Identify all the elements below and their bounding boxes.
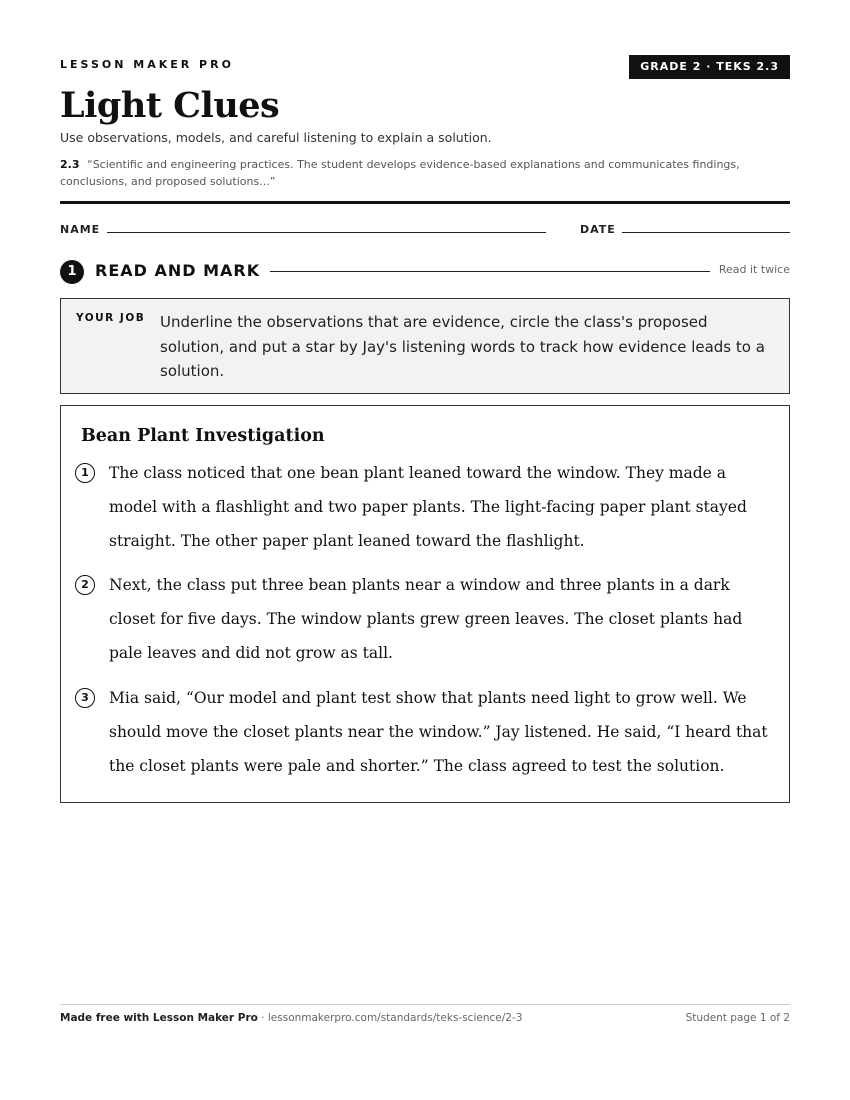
grade-badge: GRADE 2 · TEKS 2.3 [629,55,790,79]
brand-name: LESSON MAKER PRO [60,58,234,71]
date-field[interactable] [622,232,790,233]
paragraph-number-badge: 2 [75,575,95,595]
worksheet-page [60,0,790,1100]
section-divider [270,271,710,272]
footer-url: · lessonmakerpro.com/standards/teks-science/2-3 [257,1012,523,1024]
standard-text: “Scientific and engineering practices. The student develops evidence-based explanations and communicates findings, conclusions, and proposed solutions...” [60,158,740,188]
paragraph-text: Mia said, “Our model and plant test show that plants need light to grow well. We should move the closet plants near the window.” Jay listened. He said, “I heard that the closet plants were pale and shorter.” The class agreed to test the solution. [109,689,768,775]
section-number-badge: 1 [60,260,84,284]
story-title: Bean Plant Investigation [81,426,325,446]
paragraph-number-badge: 3 [75,688,95,708]
footer-divider [60,1004,790,1005]
name-field[interactable] [107,232,546,233]
paragraph-text: Next, the class put three bean plants near a window and three plants in a dark closet for five days. The window plants grew green leaves. The closet plants had pale leaves and did not grow as tall. [109,576,743,662]
paragraph-text: The class noticed that one bean plant leaned toward the window. They made a model with a flashlight and two paper plants. The light-facing paper plant stayed straight. The other paper plant leaned toward the flashlight. [109,464,747,550]
story-box [60,405,790,803]
page-title: Light Clues [60,85,280,126]
name-label: NAME [60,223,101,236]
your-job-box [60,298,790,394]
footer-credit [60,1012,522,1024]
section-note: Read it twice [718,263,790,276]
standard-code: 2.3 [60,158,80,171]
your-job-text: Underline the observations that are evidence, circle the class's proposed solution, and put a star by Jay's listening words to track how evidence leads to a solution. [160,313,765,380]
footer-made-with: Made free with Lesson Maker Pro [60,1012,258,1024]
section-title: READ AND MARK [95,261,261,280]
header-divider [60,201,790,204]
page-subtitle: Use observations, models, and careful listening to explain a solution. [60,130,492,145]
paragraph-number-badge: 1 [75,463,95,483]
footer-page-number: Student page 1 of 2 [685,1012,790,1024]
standard-citation [60,156,790,190]
your-job-label: YOUR JOB [76,312,146,324]
date-label: DATE [580,223,616,236]
